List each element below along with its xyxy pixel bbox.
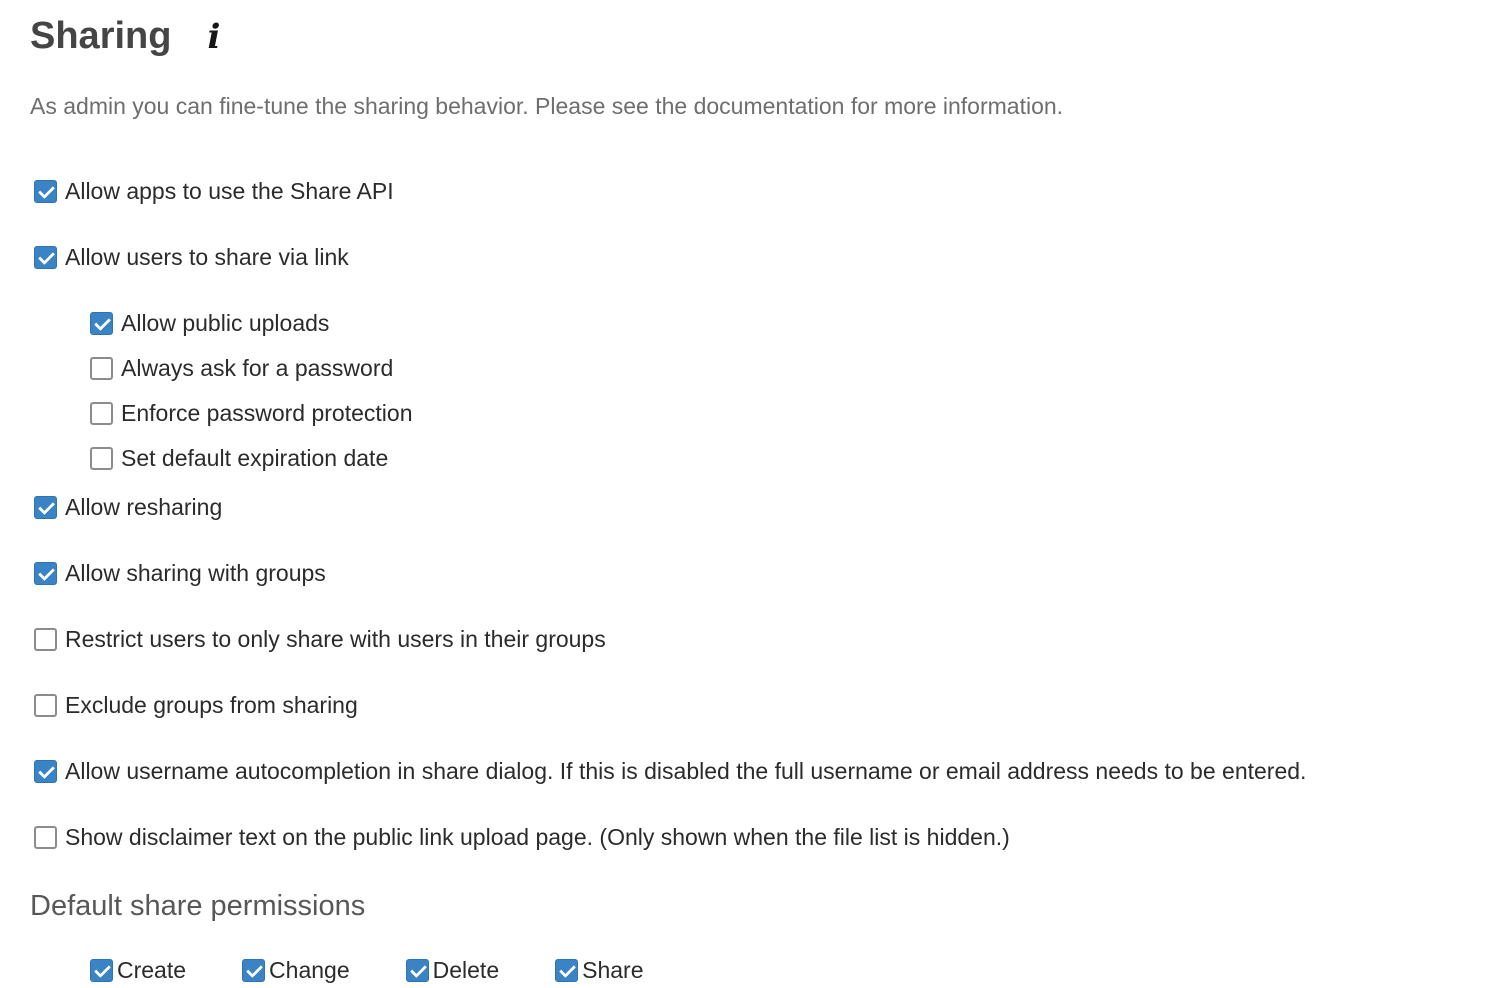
checkbox-label: Allow public uploads — [121, 310, 330, 336]
checkbox[interactable] — [406, 959, 429, 982]
checkbox-row-public-uploads[interactable] — [90, 309, 329, 337]
permission-change[interactable] — [242, 956, 350, 984]
page-description: As admin you can fine-tune the sharing behavior. Please see the documentation for more information. — [30, 93, 1064, 119]
checkbox[interactable] — [90, 402, 113, 425]
checkbox[interactable] — [90, 447, 113, 470]
checkbox-row-expiration-date[interactable] — [90, 444, 388, 472]
default-share-permissions-row — [90, 956, 1498, 984]
checkbox-row-disclaimer[interactable] — [34, 823, 1010, 851]
checkbox[interactable] — [34, 760, 57, 783]
checkbox[interactable] — [34, 496, 57, 519]
checkbox-label: Create — [117, 957, 187, 983]
checkbox-row-share-via-link[interactable] — [34, 243, 349, 271]
checkbox[interactable] — [34, 246, 57, 269]
checkbox-label: Enforce password protection — [121, 400, 413, 426]
checkbox[interactable] — [555, 959, 578, 982]
default-share-permissions-heading: Default share permissions — [30, 890, 366, 922]
checkbox[interactable] — [90, 357, 113, 380]
checkbox[interactable] — [34, 562, 57, 585]
checkbox[interactable] — [34, 694, 57, 717]
checkbox[interactable] — [90, 959, 113, 982]
checkbox-label: Allow apps to use the Share API — [65, 178, 394, 204]
checkbox-row-enforce-password[interactable] — [90, 399, 413, 427]
checkbox[interactable] — [90, 312, 113, 335]
settings-list — [34, 177, 1498, 851]
checkbox-label: Restrict users to only share with users in their groups — [65, 626, 606, 652]
checkbox-label: Show disclaimer text on the public link upload page. (Only shown when the file list is hidden.) — [65, 824, 1010, 850]
checkbox-label: Allow users to share via link — [65, 244, 349, 270]
checkbox-label: Always ask for a password — [121, 355, 394, 381]
checkbox-label: Allow username autocompletion in share dialog. If this is disabled the full username or email address needs to be entered. — [65, 758, 1307, 784]
page-title: Sharing — [30, 15, 172, 57]
checkbox-label: Delete — [432, 957, 500, 983]
checkbox-row-resharing[interactable] — [34, 493, 222, 521]
checkbox-label: Allow sharing with groups — [65, 560, 326, 586]
checkbox-label: Share — [582, 957, 644, 983]
checkbox-label: Exclude groups from sharing — [65, 692, 358, 718]
link-share-sub-options — [90, 309, 1498, 472]
checkbox-row-share-api[interactable] — [34, 177, 394, 205]
checkbox-label: Change — [269, 957, 350, 983]
info-icon[interactable]: i — [207, 17, 221, 57]
checkbox-row-share-with-groups[interactable] — [34, 559, 326, 587]
checkbox[interactable] — [34, 628, 57, 651]
checkbox-row-exclude-groups[interactable] — [34, 691, 358, 719]
checkbox[interactable] — [34, 826, 57, 849]
checkbox-label: Allow resharing — [65, 494, 223, 520]
permission-share[interactable] — [555, 956, 643, 984]
checkbox-row-restrict-groups[interactable] — [34, 625, 606, 653]
permission-delete[interactable] — [406, 956, 499, 984]
checkbox[interactable] — [34, 180, 57, 203]
permission-create[interactable] — [90, 956, 186, 984]
checkbox-label: Set default expiration date — [121, 445, 389, 471]
page-header — [30, 14, 1498, 59]
checkbox[interactable] — [242, 959, 265, 982]
checkbox-row-ask-password[interactable] — [90, 354, 393, 382]
checkbox-row-username-autocompletion[interactable] — [34, 757, 1306, 785]
